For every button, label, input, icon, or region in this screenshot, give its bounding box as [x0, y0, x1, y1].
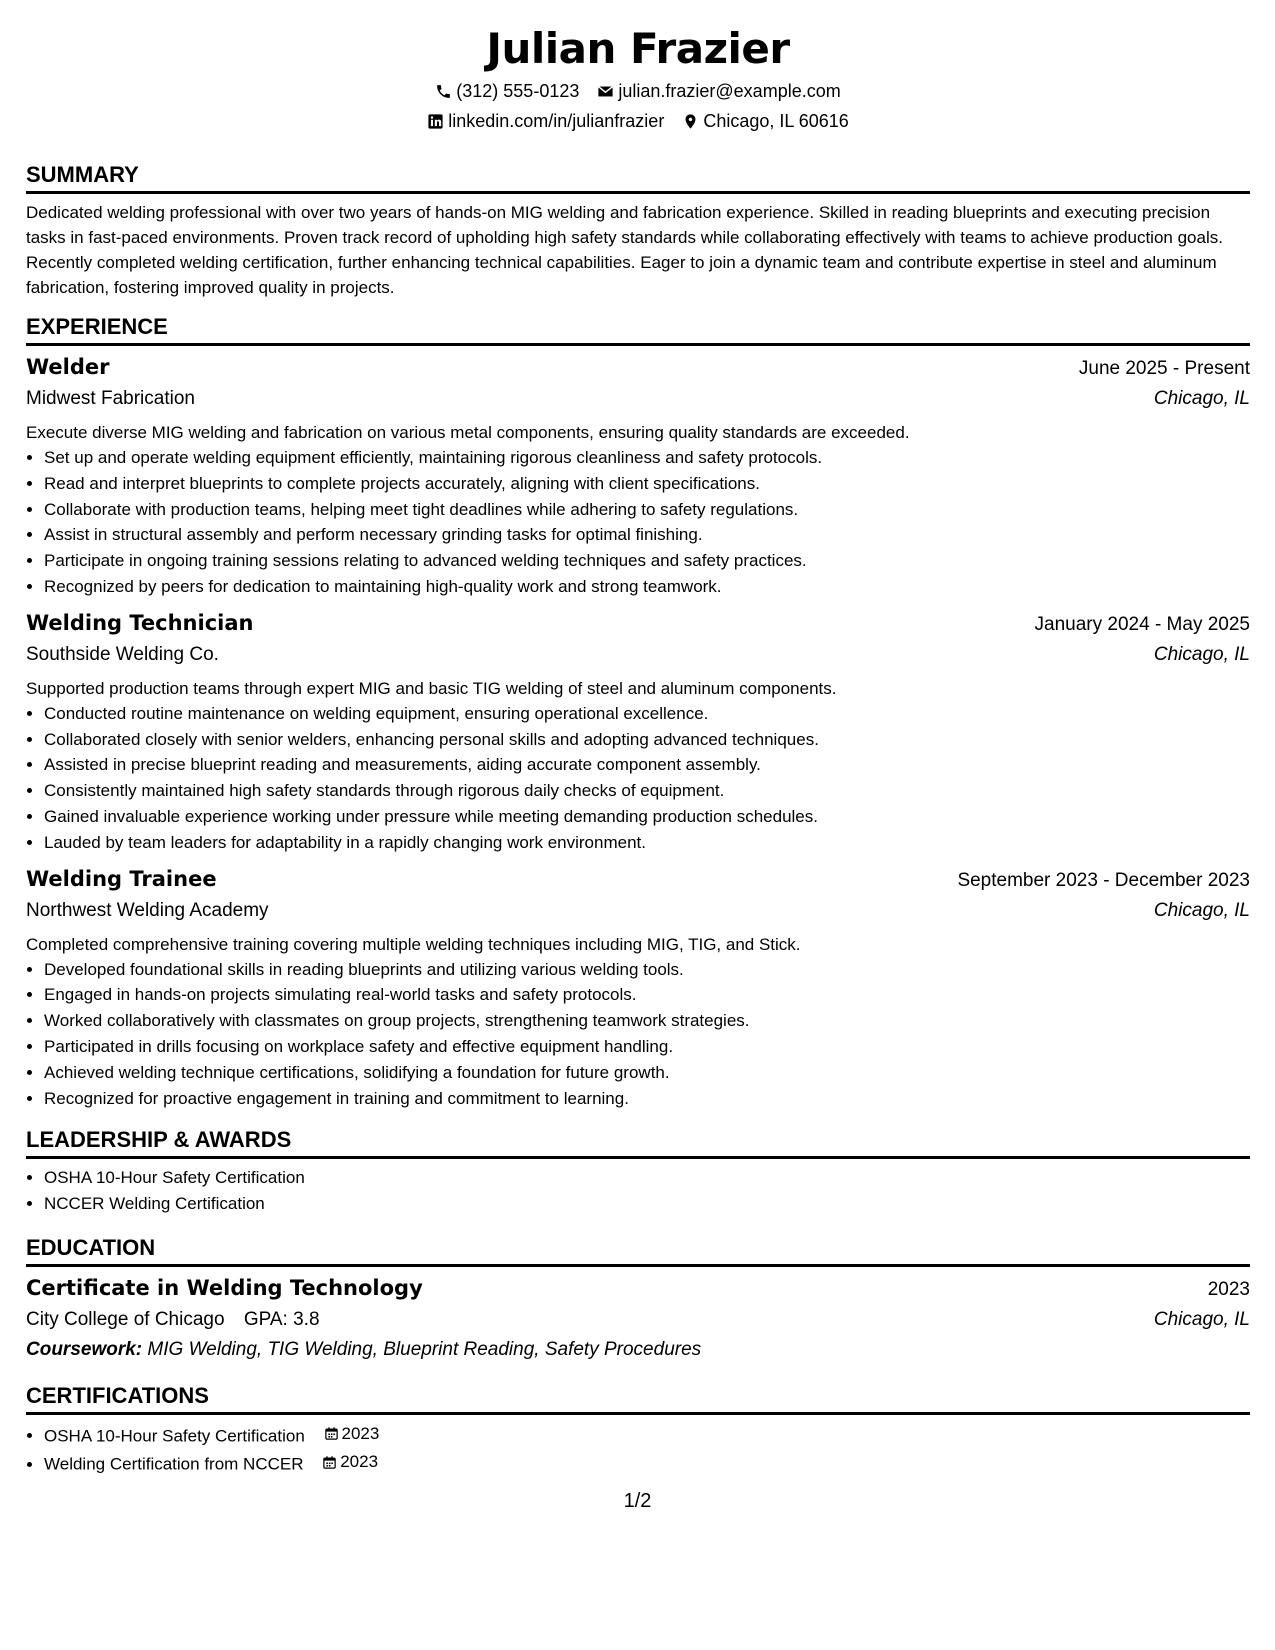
- page-number: 1/2: [623, 1490, 652, 1512]
- job-title: Welding Trainee: [26, 866, 217, 891]
- gpa: GPA: 3.8: [243, 1308, 320, 1330]
- list-item: [44, 1421, 1250, 1449]
- resume-page: [26, 0, 1250, 1477]
- envelope-icon: [597, 83, 614, 100]
- candidate-name: Julian Frazier: [486, 24, 790, 73]
- list-item: • Conducted routine maintenance on welding equipment, ensuring operational excellence.: [44, 701, 1250, 727]
- list-item: • OSHA 10-Hour Safety Certification: [44, 1165, 1250, 1191]
- linkedin-contact[interactable]: [427, 110, 664, 132]
- list-item: • Collaborated closely with senior welders, enhancing personal skills and adopting advanced techniques.: [44, 727, 1250, 753]
- location-text: Chicago, IL 60616: [703, 111, 849, 131]
- list-item: • Recognized by peers for dedication to maintaining high-quality work and strong teamwork.: [44, 574, 1250, 600]
- job-company: Midwest Fabrication: [26, 388, 195, 409]
- phone-icon: [435, 83, 452, 100]
- job-header: [26, 864, 1250, 896]
- awards-list: [26, 1165, 1250, 1217]
- contact-line-1: [26, 80, 1250, 102]
- list-item: • Consistently maintained high safety standards through rigorous daily checks of equipment.: [44, 778, 1250, 804]
- job-description: Supported production teams through expert MIG and basic TIG welding of steel and aluminum components.: [26, 678, 837, 698]
- education-year: 2023: [1207, 1278, 1250, 1300]
- list-item: • Achieved welding technique certifications, solidifying a foundation for future growth.: [44, 1060, 1250, 1086]
- certifications-list: [26, 1421, 1250, 1477]
- list-item: • Read and interpret blueprints to complete projects accurately, aligning with client specifications.: [44, 471, 1250, 497]
- education-header: [26, 1273, 1250, 1305]
- job-subheader: [26, 640, 1250, 670]
- job-description: Completed comprehensive training covering multiple welding techniques including MIG, TIG, and Stick.: [26, 934, 801, 954]
- list-item: • Assisted in precise blueprint reading and measurements, aiding accurate component assembly.: [44, 752, 1250, 778]
- phone-contact: [435, 80, 579, 102]
- list-item: [44, 1449, 1250, 1477]
- linkedin-text[interactable]: linkedin.com/in/julianfrazier: [448, 111, 665, 131]
- email-contact[interactable]: [597, 80, 840, 102]
- list-item: • Engaged in hands-on projects simulating real-world tasks and safety protocols.: [44, 982, 1250, 1008]
- school-info: [26, 1305, 320, 1335]
- list-item: • Developed foundational skills in reading blueprints and utilizing various welding tools.: [44, 957, 1250, 983]
- coursework-label: Coursework:: [26, 1338, 143, 1360]
- list-item: • Worked collaboratively with classmates on group projects, strengthening teamwork strategies.: [44, 1008, 1250, 1034]
- calendar-icon: [322, 1455, 337, 1470]
- experience-title: EXPERIENCE: [26, 314, 1250, 346]
- certification-date: [322, 1449, 378, 1475]
- job-location: Chicago, IL: [1153, 643, 1250, 665]
- certification-year: 2023: [340, 1452, 379, 1472]
- email-text[interactable]: julian.frazier@example.com: [618, 81, 841, 101]
- job-header: [26, 608, 1250, 640]
- job-company: Northwest Welding Academy: [26, 899, 269, 921]
- summary-text: Dedicated welding professional with over two years of hands-on MIG welding and fabrication experience. Skilled in reading blueprints and executing precision tasks in fast-paced environments. Proven track record of upholding high safety standards while collaborating effectively with teams to achieve production goals. Recently completed welding certification, further enhancing technical capabilities. Eager to join a dynamic team and contribute expertise in steel and aluminum fabrication, fostering improved quality in projects.: [26, 203, 1223, 297]
- list-item: • Recognized for proactive engagement in training and commitment to learning.: [44, 1086, 1250, 1112]
- experience-section: [26, 314, 1250, 1111]
- map-pin-icon: [682, 113, 699, 130]
- job-entry: [26, 864, 1250, 1112]
- job-dates: January 2024 - May 2025: [1034, 613, 1250, 635]
- list-item: • Collaborate with production teams, helping meet tight deadlines while adhering to safety regulations.: [44, 497, 1250, 523]
- job-header: [26, 352, 1250, 384]
- calendar-icon: [324, 1426, 339, 1441]
- job-dates: June 2025 - Present: [1078, 358, 1250, 379]
- certification-name: Welding Certification from NCCER: [44, 1454, 304, 1474]
- education-subheader: [26, 1305, 1250, 1335]
- certifications-title: CERTIFICATIONS: [26, 1383, 1250, 1415]
- job-company: Southside Welding Co.: [26, 643, 219, 665]
- linkedin-icon: [427, 113, 444, 130]
- job-title: Welder: [26, 355, 110, 379]
- education-location: Chicago, IL: [1153, 1308, 1250, 1330]
- certification-date: [324, 1421, 380, 1447]
- list-item: • Assist in structural assembly and perform necessary grinding tasks for optimal finishing.: [44, 522, 1250, 548]
- list-item: • Set up and operate welding equipment efficiently, maintaining rigorous cleanliness and safety protocols.: [44, 445, 1250, 471]
- list-item: • Lauded by team leaders for adaptability in a rapidly changing work environment.: [44, 830, 1250, 856]
- summary-title: SUMMARY: [26, 162, 1250, 194]
- coursework-text: MIG Welding, TIG Welding, Blueprint Reading, Safety Procedures: [147, 1338, 702, 1360]
- job-entry: [26, 608, 1250, 856]
- summary-section: [26, 162, 1250, 300]
- list-item: • Gained invaluable experience working under pressure while meeting demanding production schedules.: [44, 804, 1250, 830]
- job-entry: [26, 352, 1250, 600]
- list-item: • Participate in ongoing training sessions relating to advanced welding techniques and safety practices.: [44, 548, 1250, 574]
- coursework-line: [26, 1335, 1250, 1365]
- job-location: Chicago, IL: [1153, 388, 1250, 409]
- education-section: [26, 1235, 1250, 1365]
- education-title: EDUCATION: [26, 1235, 1250, 1267]
- job-bullets: [26, 957, 1250, 1112]
- certifications-section: [26, 1383, 1250, 1477]
- job-subheader: [26, 896, 1250, 926]
- job-title: Welding Technician: [26, 610, 254, 635]
- awards-section: [26, 1127, 1250, 1217]
- location-contact: [682, 110, 848, 132]
- contact-line-2: [26, 110, 1250, 132]
- job-location: Chicago, IL: [1153, 899, 1250, 921]
- job-description: Execute diverse MIG welding and fabrication on various metal components, ensuring quality standards are exceeded.: [26, 423, 910, 442]
- job-bullets: [26, 445, 1250, 600]
- degree-title: Certificate in Welding Technology: [26, 1275, 423, 1300]
- phone-text: (312) 555-0123: [456, 81, 580, 101]
- job-subheader: [26, 384, 1250, 414]
- list-item: • NCCER Welding Certification: [44, 1191, 1250, 1217]
- certification-year: 2023: [341, 1423, 380, 1443]
- list-item: • Participated in drills focusing on workplace safety and effective equipment handling.: [44, 1034, 1250, 1060]
- certification-name: OSHA 10-Hour Safety Certification: [44, 1426, 305, 1446]
- awards-title: LEADERSHIP & AWARDS: [26, 1127, 1250, 1159]
- job-dates: September 2023 - December 2023: [957, 869, 1250, 891]
- school-name: City College of Chicago: [26, 1308, 225, 1330]
- job-bullets: [26, 701, 1250, 856]
